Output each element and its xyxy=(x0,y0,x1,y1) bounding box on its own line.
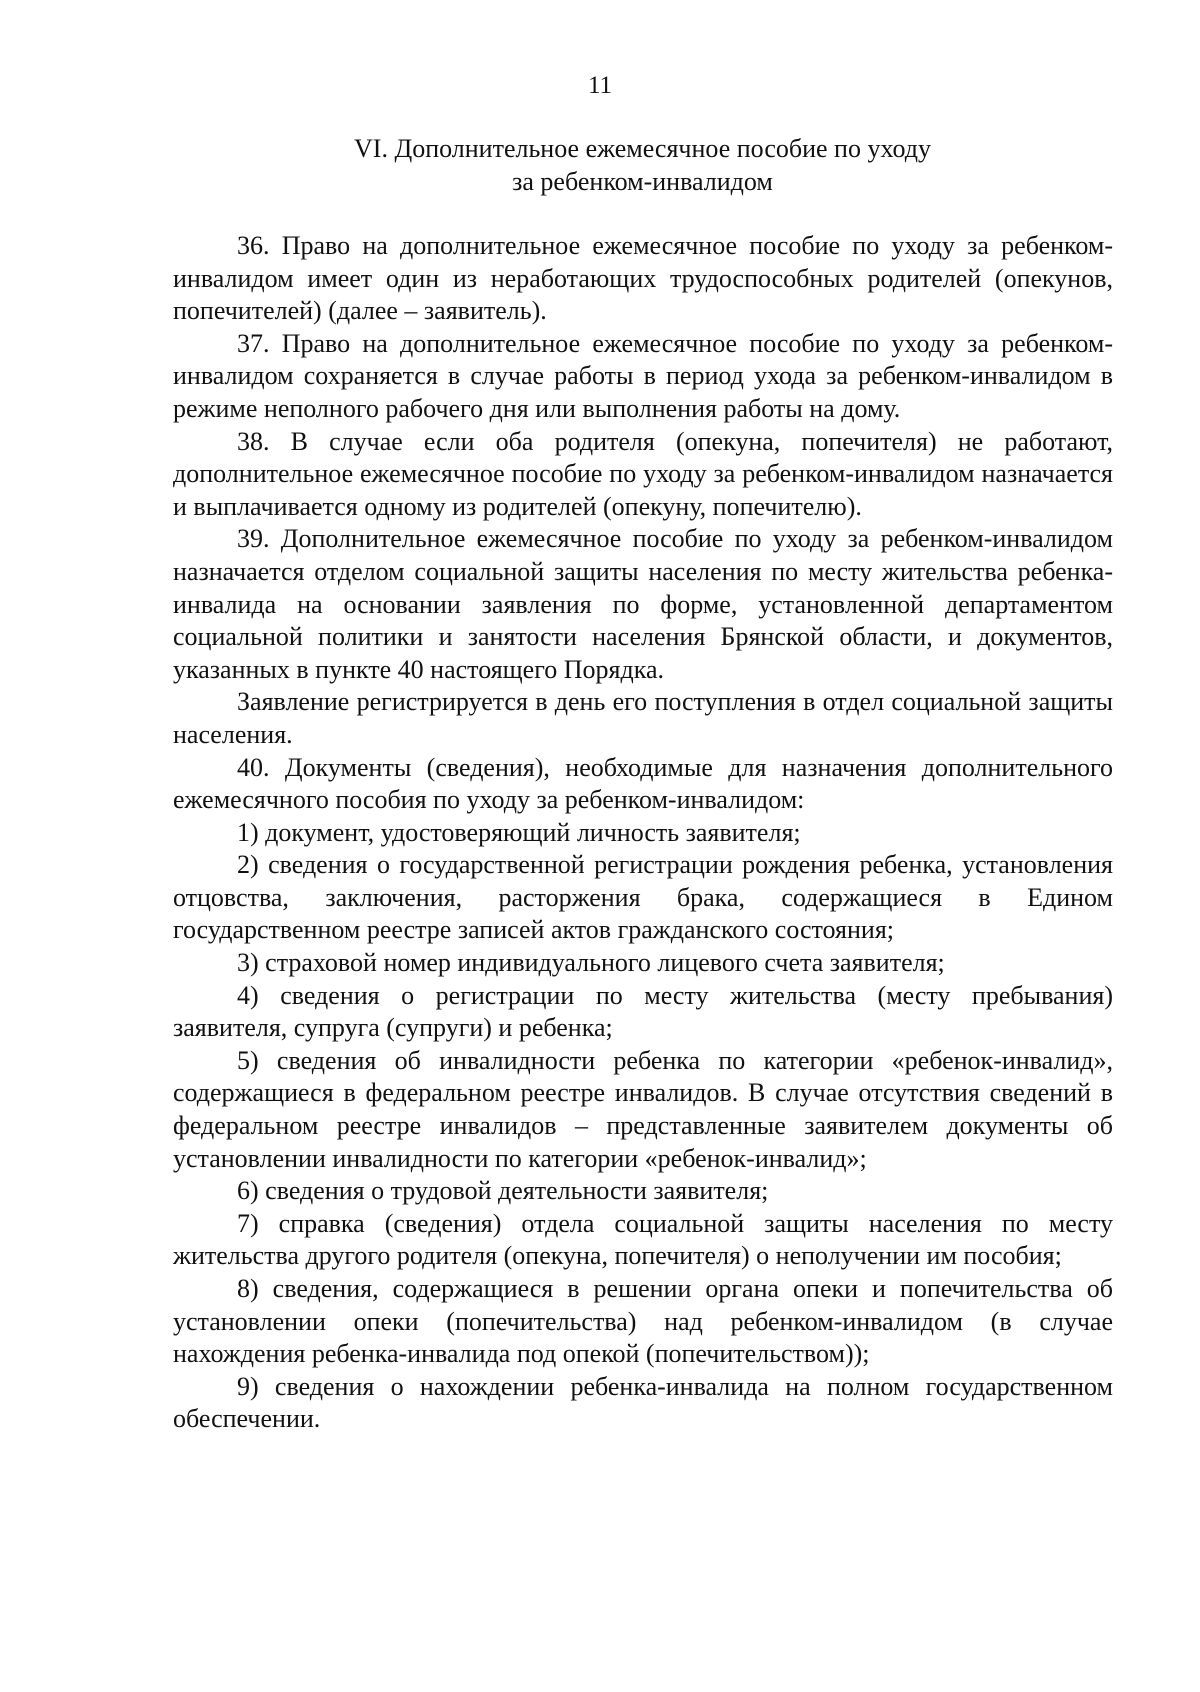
paragraph-39: 39. Дополнительное ежемесячное пособие по уходу за ребенком-инвалидом назначается отделом социальной защиты населения по месту жительства ребенка-инвалида на основании заявления по форме, установленной департаментом социальной политики и занятости населения Брянской области, и документов, указанных в пункте 40 настоящего Порядка. xyxy=(173,524,1113,684)
list-item-3: 3) страховой номер индивидуального лицевого счета заявителя; xyxy=(237,948,945,978)
list-item-2: 2) сведения о государственной регистрации рождения ребенка, установления отцовства, заключения, расторжения брака, содержащиеся в Едином государственном реестре записей актов гражданского состояния; xyxy=(173,850,1113,945)
list-item-7: 7) справка (сведения) отдела социальной защиты населения по месту жительства другого родителя (опекуна, попечителя) о неполучении им пособия; xyxy=(173,1208,1113,1271)
list-item-8: 8) сведения, содержащиеся в решении органа опеки и попечительства об установлении опеки (попечительства) над ребенком-инвалидом (в случае нахождения ребенка-инвалида под опекой (попечительством)); xyxy=(173,1274,1113,1369)
page-number: 11 xyxy=(587,72,613,99)
list-item-5: 5) сведения об инвалидности ребенка по категории «ребенок-инвалид», содержащиеся в федеральном реестре инвалидов. В случае отсутствия сведений в федеральном реестре инвалидов – представленные заявителем документы об установлении инвалидности по категории «ребенок-инвалид»; xyxy=(173,1045,1113,1173)
list-item-4: 4) сведения о регистрации по месту жительства (месту пребывания) заявителя, супруга (супруги) и ребенка; xyxy=(173,980,1113,1043)
list-item-9: 9) сведения о нахождении ребенка-инвалида на полном государственном обеспечении. xyxy=(173,1371,1113,1434)
section-title-line-2: за ребенком-инвалидом xyxy=(512,167,773,196)
paragraph-36: 36. Право на дополнительное ежемесячное пособие по уходу за ребенком-инвалидом имеет один из неработающих трудоспособных родителей (опекунов, попечителей) (далее – заявитель). xyxy=(173,231,1113,326)
body-text xyxy=(173,230,1113,1436)
list-item-1: 1) документ, удостоверяющий личность заявителя; xyxy=(237,817,801,847)
paragraph-37: 37. Право на дополнительное ежемесячное пособие по уходу за ребенком-инвалидом сохраняется в случае работы в период ухода за ребенком-инвалидом в режиме неполного рабочего дня или выполнения работы на дому. xyxy=(173,328,1113,423)
section-title xyxy=(175,132,1110,198)
paragraph-38: 38. В случае если оба родителя (опекуна, попечителя) не работают, дополнительное ежемесячное пособие по уходу за ребенком-инвалидом назначается и выплачивается одному из родителей (опекуну, попечителю). xyxy=(173,426,1113,521)
list-item-6: 6) сведения о трудовой деятельности заявителя; xyxy=(237,1176,769,1206)
paragraph-39-registration: Заявление регистрируется в день его поступления в отдел социальной защиты населения. xyxy=(173,687,1113,749)
paragraph-40: 40. Документы (сведения), необходимые для назначения дополнительного ежемесячного пособия по уходу за ребенком-инвалидом: xyxy=(173,752,1113,815)
section-title-line-1: VI. Дополнительное ежемесячное пособие по уходу xyxy=(354,134,931,163)
